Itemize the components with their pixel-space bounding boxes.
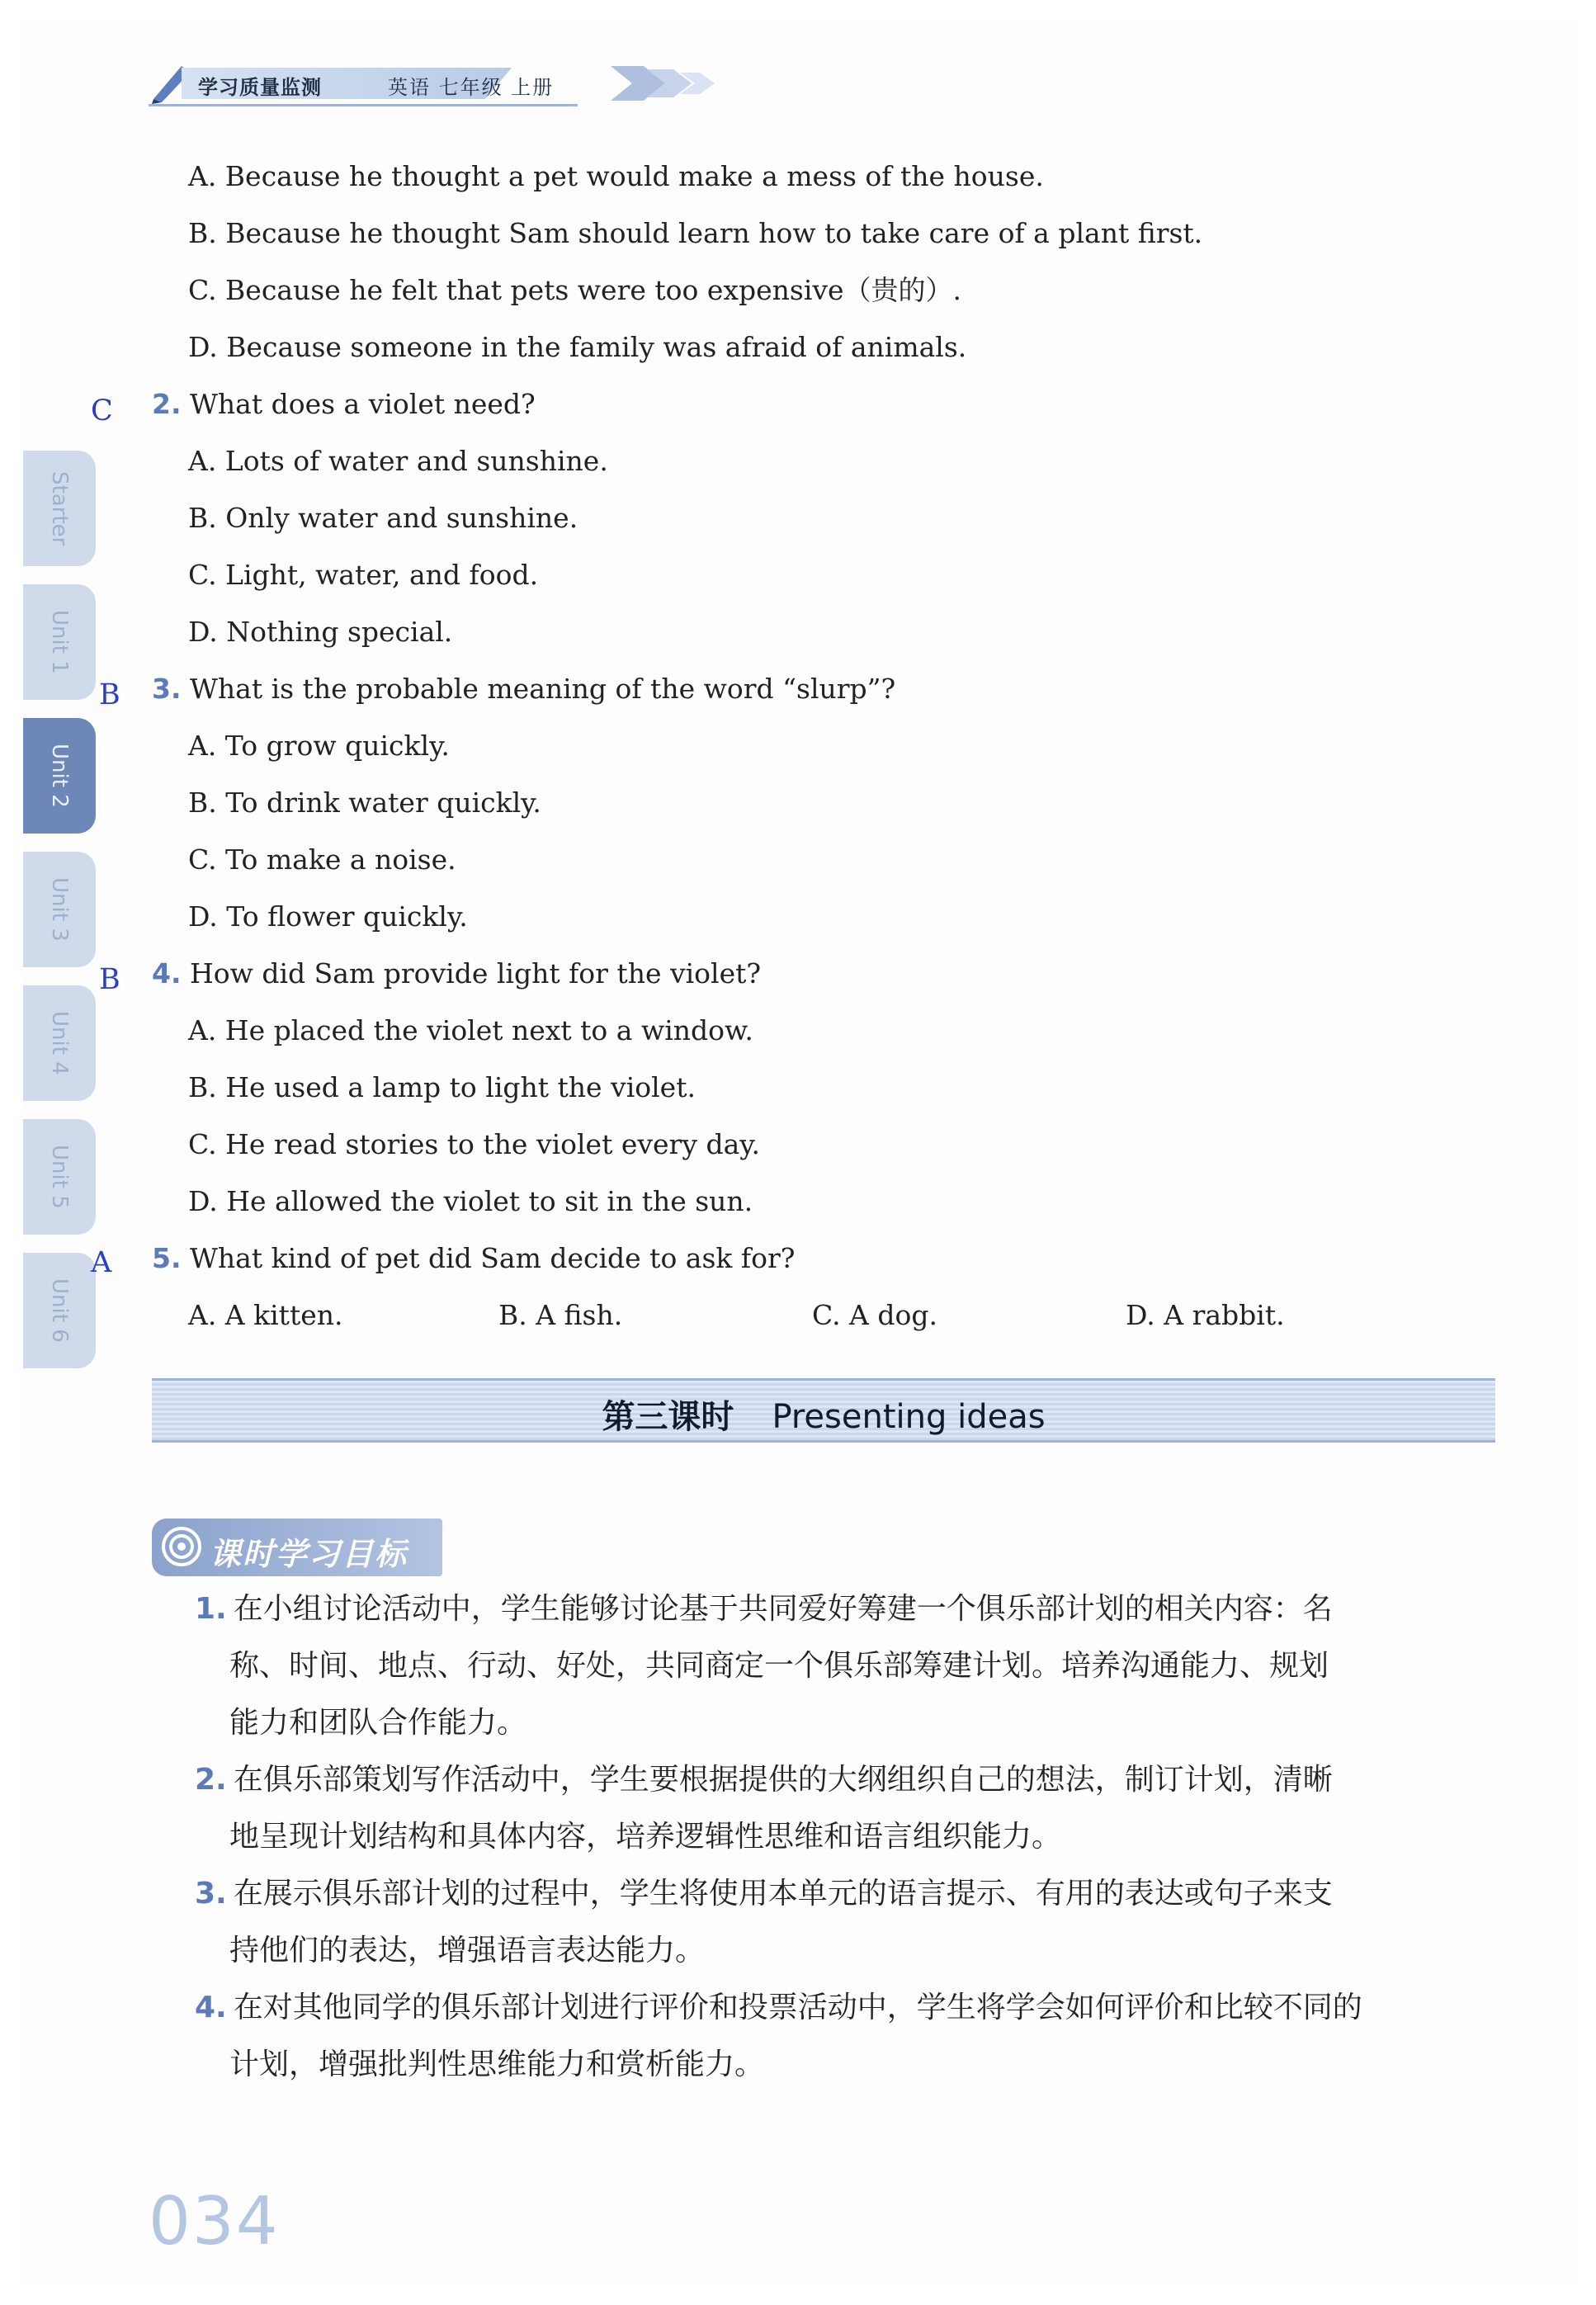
question-3 — [152, 673, 895, 706]
tab-unit-2[interactable]: Unit 2 — [23, 718, 96, 834]
answer-mark: B — [99, 963, 120, 996]
question-number: 4. — [152, 957, 182, 990]
objectives-tag — [152, 1519, 442, 1576]
option: B. A fish. — [498, 1299, 623, 1331]
q1-option-b: B. Because he thought Sam should learn how to take care of a plant first. — [188, 217, 1203, 249]
question-text: What is the probable meaning of the word “slurp”? — [190, 673, 896, 705]
tab-unit-4[interactable]: Unit 4 — [23, 985, 96, 1101]
objective-2: 2. 在俱乐部策划写作活动中，学生要根据提供的大纲组织自己的想法，制订计划，清晰 — [195, 1763, 1333, 1797]
option: C. Light, water, and food. — [188, 559, 539, 591]
objective-1: 1. 在小组讨论活动中，学生能够讨论基于共同爱好筹建一个俱乐部计划的相关内容：名 — [195, 1592, 1333, 1626]
chevrons-icon — [611, 63, 726, 104]
question-text: How did Sam provide light for the violet? — [190, 957, 762, 990]
question-text: What does a violet need? — [190, 388, 536, 420]
target-icon — [160, 1525, 203, 1568]
option: A. A kitten. — [188, 1299, 343, 1331]
section-banner — [152, 1378, 1495, 1443]
objective-4: 4. 在对其他同学的俱乐部计划进行评价和投票活动中，学生将学会如何评价和比较不同的 — [195, 1991, 1362, 2024]
tab-starter[interactable]: Starter — [23, 451, 96, 566]
question-4 — [152, 957, 761, 990]
header-subject: 英语 七年级 上册 — [388, 76, 555, 99]
option: D. A rabbit. — [1126, 1299, 1285, 1331]
answer-mark: B — [99, 678, 120, 711]
section-title: Presenting ideas — [772, 1398, 1046, 1436]
option: C. To make a noise. — [188, 843, 456, 876]
question-number: 5. — [152, 1242, 182, 1274]
objective-3: 3. 在展示俱乐部计划的过程中，学生将使用本单元的语言提示、有用的表达或句子来支 — [195, 1877, 1333, 1911]
answer-mark: C — [91, 394, 113, 427]
question-number: 2. — [152, 388, 182, 420]
option: B. Only water and sunshine. — [188, 502, 578, 534]
tab-unit-3[interactable]: Unit 3 — [23, 852, 96, 967]
option: C. A dog. — [812, 1299, 937, 1331]
objective-3-line: 持他们的表达，增强语言表达能力。 — [229, 1934, 706, 1967]
tab-unit-6[interactable]: Unit 6 — [23, 1253, 96, 1368]
q1-option-a: A. Because he thought a pet would make a mess of the house. — [188, 160, 1044, 192]
tab-unit-5[interactable]: Unit 5 — [23, 1119, 96, 1235]
question-text: What kind of pet did Sam decide to ask for? — [190, 1242, 796, 1274]
question-2 — [152, 388, 536, 421]
objectives-title: 课时学习目标 — [210, 1536, 408, 1572]
page-number: 034 — [149, 2183, 280, 2260]
q1-option-c: C. Because he felt that pets were too expensive（贵的）. — [188, 274, 962, 306]
option: D. To flower quickly. — [188, 900, 468, 933]
page-header — [149, 59, 726, 106]
lesson-label: 第三课时 — [602, 1398, 734, 1436]
option: D. He allowed the violet to sit in the sun. — [188, 1185, 753, 1217]
objective-1-line: 能力和团队合作能力。 — [229, 1706, 527, 1740]
answer-mark: A — [91, 1246, 112, 1279]
objective-1-line: 称、时间、地点、行动、好处，共同商定一个俱乐部筹建计划。培养沟通能力、规划 — [229, 1649, 1329, 1683]
header-series: 学习质量监测 — [198, 76, 322, 99]
option: B. To drink water quickly. — [188, 786, 541, 819]
option: A. Lots of water and sunshine. — [188, 445, 608, 477]
option: A. To grow quickly. — [188, 730, 450, 762]
q1-option-d: D. Because someone in the family was afraid of animals. — [188, 331, 967, 363]
question-number: 3. — [152, 673, 182, 705]
objective-4-line: 计划，增强批判性思维能力和赏析能力。 — [229, 2048, 765, 2081]
tab-unit-1[interactable]: Unit 1 — [23, 584, 96, 700]
option: B. He used a lamp to light the violet. — [188, 1071, 696, 1103]
option: A. He placed the violet next to a window. — [188, 1014, 753, 1046]
question-5 — [152, 1242, 795, 1275]
header-rule — [149, 104, 578, 106]
option: C. He read stories to the violet every day. — [188, 1128, 760, 1160]
option: D. Nothing special. — [188, 616, 453, 648]
objective-2-line: 地呈现计划结构和具体内容，培养逻辑性思维和语言组织能力。 — [229, 1820, 1062, 1854]
